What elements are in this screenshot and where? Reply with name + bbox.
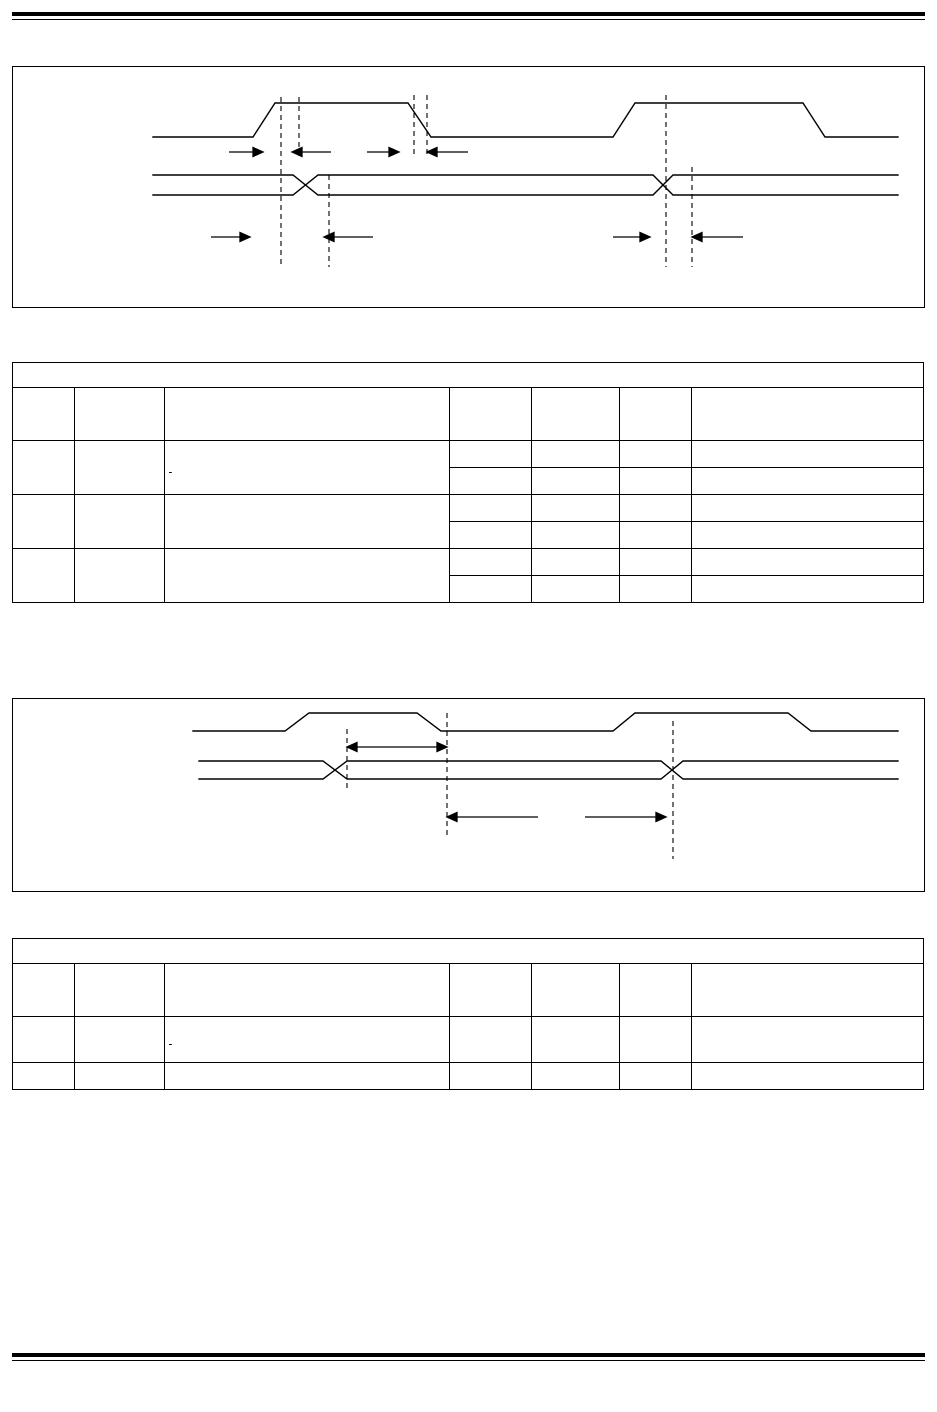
table-1-r3-typ <box>532 495 620 522</box>
table-2-r1-parameter <box>75 1017 165 1063</box>
table-1-r3-max <box>620 495 692 522</box>
table-1-r2-max <box>620 468 692 495</box>
table-1-col-min <box>450 388 532 441</box>
table-1-r5-symbol <box>13 549 75 603</box>
table-1-r6-max <box>620 576 692 603</box>
table-2-r2-parameter <box>75 1063 165 1090</box>
table-1-col-unit <box>692 388 924 441</box>
page-top-rule-thin <box>12 19 925 20</box>
table-2-r2-min <box>450 1063 532 1090</box>
table-1-r4-typ <box>532 522 620 549</box>
table-row <box>13 1017 924 1063</box>
table-2-r2-max <box>620 1063 692 1090</box>
table-2-r1-description <box>165 1017 450 1063</box>
page-top-rule-thick <box>12 12 925 16</box>
table-2-title-row <box>13 939 924 964</box>
table-1-r5-unit <box>692 549 924 576</box>
table-1-r1-max <box>620 441 692 468</box>
table-1-r1-description <box>165 441 450 495</box>
table-2-r2-typ <box>532 1063 620 1090</box>
table-1-r1-typ <box>532 441 620 468</box>
table-2-col-unit <box>692 964 924 1017</box>
table-2-r2-symbol <box>13 1063 75 1090</box>
table-1-r1-parameter <box>75 441 165 495</box>
table-1-r6-min <box>450 576 532 603</box>
table-row <box>13 495 924 522</box>
table-1-r6-typ <box>532 576 620 603</box>
table-1-title-row <box>13 363 924 388</box>
table-1-r3-unit <box>692 495 924 522</box>
table-1-r3-min <box>450 495 532 522</box>
table-2-r1-max <box>620 1017 692 1063</box>
table-2-r1-unit <box>692 1017 924 1063</box>
table-1-r3-parameter <box>75 495 165 549</box>
table-2-col-symbol <box>13 964 75 1017</box>
table-1-r1-min <box>450 441 532 468</box>
table-1-r1-symbol <box>13 441 75 495</box>
timing-diagram-write <box>12 66 925 308</box>
table-row <box>13 1063 924 1090</box>
table-1-r5-description <box>165 549 450 603</box>
parameter-table-2 <box>12 938 924 1090</box>
table-1-col-condition <box>165 388 450 441</box>
table-1-r4-min <box>450 522 532 549</box>
page-bottom-rule-thick <box>12 1353 925 1357</box>
timing-diagram-write-svg <box>13 67 922 305</box>
table-1-header-row <box>13 388 924 441</box>
timing-diagram-read <box>12 698 925 892</box>
table-1-r5-max <box>620 549 692 576</box>
table-1-r3-description <box>165 495 450 549</box>
table-row <box>13 549 924 576</box>
table-2-r1-typ <box>532 1017 620 1063</box>
table-2-r2-description <box>165 1063 450 1090</box>
table-1-col-max <box>620 388 692 441</box>
table-2-col-parameter <box>75 964 165 1017</box>
table-1-r5-typ <box>532 549 620 576</box>
table-2-title <box>13 939 924 964</box>
table-1-col-symbol <box>13 388 75 441</box>
table-1-title <box>13 363 924 388</box>
table-2-col-condition <box>165 964 450 1017</box>
table-1-col-parameter <box>75 388 165 441</box>
table-1-r5-min <box>450 549 532 576</box>
table-2-r2-unit <box>692 1063 924 1090</box>
table-2-r1-symbol <box>13 1017 75 1063</box>
table-2-col-max <box>620 964 692 1017</box>
table-2-col-min <box>450 964 532 1017</box>
table-2-r1-min <box>450 1017 532 1063</box>
page-bottom-rule-thin <box>12 1360 925 1361</box>
timing-diagram-read-svg <box>13 699 922 889</box>
table-row <box>13 441 924 468</box>
table-2-col-typ <box>532 964 620 1017</box>
table-1-col-typ <box>532 388 620 441</box>
table-1-r2-unit <box>692 468 924 495</box>
table-1-r2-min <box>450 468 532 495</box>
table-1-r5-parameter <box>75 549 165 603</box>
table-1-r6-unit <box>692 576 924 603</box>
table-1-r2-typ <box>532 468 620 495</box>
table-1-r4-unit <box>692 522 924 549</box>
parameter-table-1 <box>12 362 924 603</box>
table-1-r1-unit <box>692 441 924 468</box>
table-1-r3-symbol <box>13 495 75 549</box>
table-1-r4-max <box>620 522 692 549</box>
table-2-header-row <box>13 964 924 1017</box>
